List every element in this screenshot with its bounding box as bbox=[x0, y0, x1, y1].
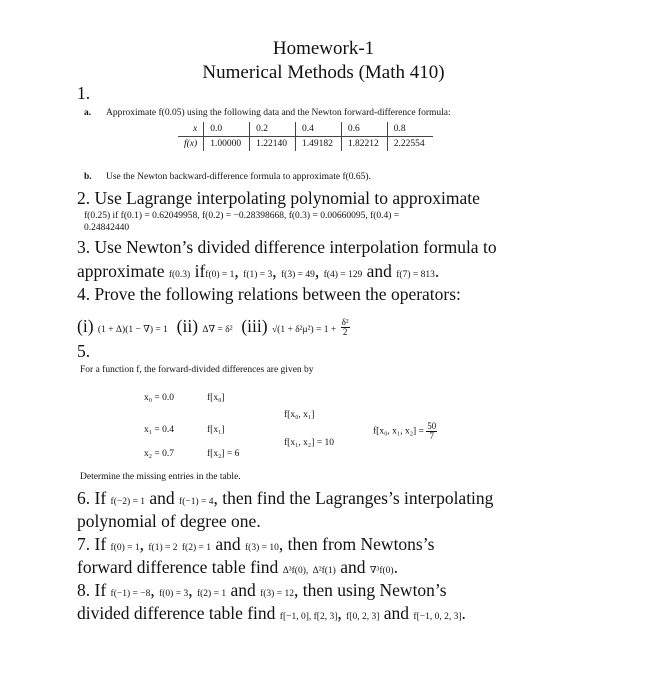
table-row-label: f(x) bbox=[184, 139, 198, 149]
q2-data-line1: f(0.25) if f(0.1) = 0.62049958, f(0.2) = −0.28398668, f(0.3) = 0.00660095, f(0.4) = bbox=[84, 211, 400, 221]
q5-closing: Determine the missing entries in the table. bbox=[80, 472, 241, 482]
table-row bbox=[178, 122, 433, 137]
q1-part-b-label: b. bbox=[84, 172, 92, 182]
table-row bbox=[178, 137, 433, 152]
q6-line1: 6. If f(−2) = 1 and f(−1) = 4, then find the Lagranges’s interpolating bbox=[77, 488, 494, 508]
q5-fx0: f[x₀] bbox=[207, 393, 225, 403]
q1-number: 1. bbox=[77, 83, 91, 103]
q5-number: 5. bbox=[77, 341, 91, 361]
table-cell: 1.82212 bbox=[341, 137, 387, 152]
q5-x2: x₂ = 0.7 bbox=[144, 449, 175, 459]
q2-text: 2. Use Lagrange interpolating polynomial to approximate bbox=[77, 188, 480, 208]
table-cell: 1.49182 bbox=[295, 137, 341, 152]
table-row-label: x bbox=[178, 122, 204, 137]
table-cell: 2.22554 bbox=[387, 137, 432, 152]
q1-part-a-label: a. bbox=[84, 108, 92, 118]
q4-relations: (i) (1 + Δ)(1 − ∇) = 1 (ii) Δ∇ = δ² (iii) √(1 + δ²μ²) = 1 + $\frac{\text{δ²}}{2}$ bbox=[77, 316, 349, 338]
q5-intro: For a function f, the forward-divided differences are given by bbox=[80, 365, 314, 375]
table-cell: 0.0 bbox=[204, 122, 250, 137]
page-title: Homework-1 bbox=[272, 38, 375, 59]
q5-x0: x₀ = 0.0 bbox=[144, 393, 175, 403]
q7-line2: forward difference table find Δ³f(0), Δ²f(1) and ∇³f(0). bbox=[77, 557, 398, 577]
table-cell: 1.22140 bbox=[250, 137, 296, 152]
table-cell: 0.4 bbox=[295, 122, 341, 137]
q5-fx2: f[x₂] = 6 bbox=[207, 449, 240, 459]
q8-line1: 8. If f(−1) = −8, f(0) = 3, f(2) = 1 and f(3) = 12, then using Newton’s bbox=[77, 580, 447, 600]
q1-part-a-text: Approximate f(0.05) using the following data and the Newton forward-difference formula: bbox=[106, 108, 451, 118]
q3-line2: approximate f(0.3) iff(0) = 1, f(1) = 3, f(3) = 49, f(4) = 129 and f(7) = 813. bbox=[77, 261, 440, 281]
q1-data-table bbox=[178, 122, 433, 151]
q5-fx0x1: f[x₀, x₁] bbox=[284, 410, 315, 420]
q6-line2: polynomial of degree one. bbox=[77, 511, 261, 531]
table-cell: 0.6 bbox=[341, 122, 387, 137]
q5-fx0x1x2: f[x₀, x₁, x₂] = $\frac{50}{7}$ bbox=[373, 421, 437, 441]
q2-data-line2: 0.24842440 bbox=[84, 223, 130, 233]
q5-x1: x₁ = 0.4 bbox=[144, 425, 175, 435]
table-cell: 1.00000 bbox=[204, 137, 250, 152]
table-cell: 0.8 bbox=[387, 122, 432, 137]
q5-fx1: f[x₁] bbox=[207, 425, 225, 435]
q3-line1: 3. Use Newton’s divided difference interpolation formula to bbox=[77, 237, 497, 257]
q4-line1: 4. Prove the following relations between the operators: bbox=[77, 284, 461, 304]
q5-fx1x2: f[x₁, x₂] = 10 bbox=[284, 438, 334, 448]
q7-line1: 7. If f(0) = 1, f(1) = 2 f(2) = 1 and f(3) = 10, then from Newtons’s bbox=[77, 534, 435, 554]
table-cell: 0.2 bbox=[250, 122, 296, 137]
q8-line2: divided difference table find f[−1, 0], f[2, 3], f[0, 2, 3] and f[−1, 0, 2, 3]. bbox=[77, 603, 466, 623]
q1-part-b-text: Use the Newton backward-difference formula to approximate f(0.65). bbox=[106, 172, 371, 182]
page-subtitle: Numerical Methods (Math 410) bbox=[202, 62, 445, 83]
